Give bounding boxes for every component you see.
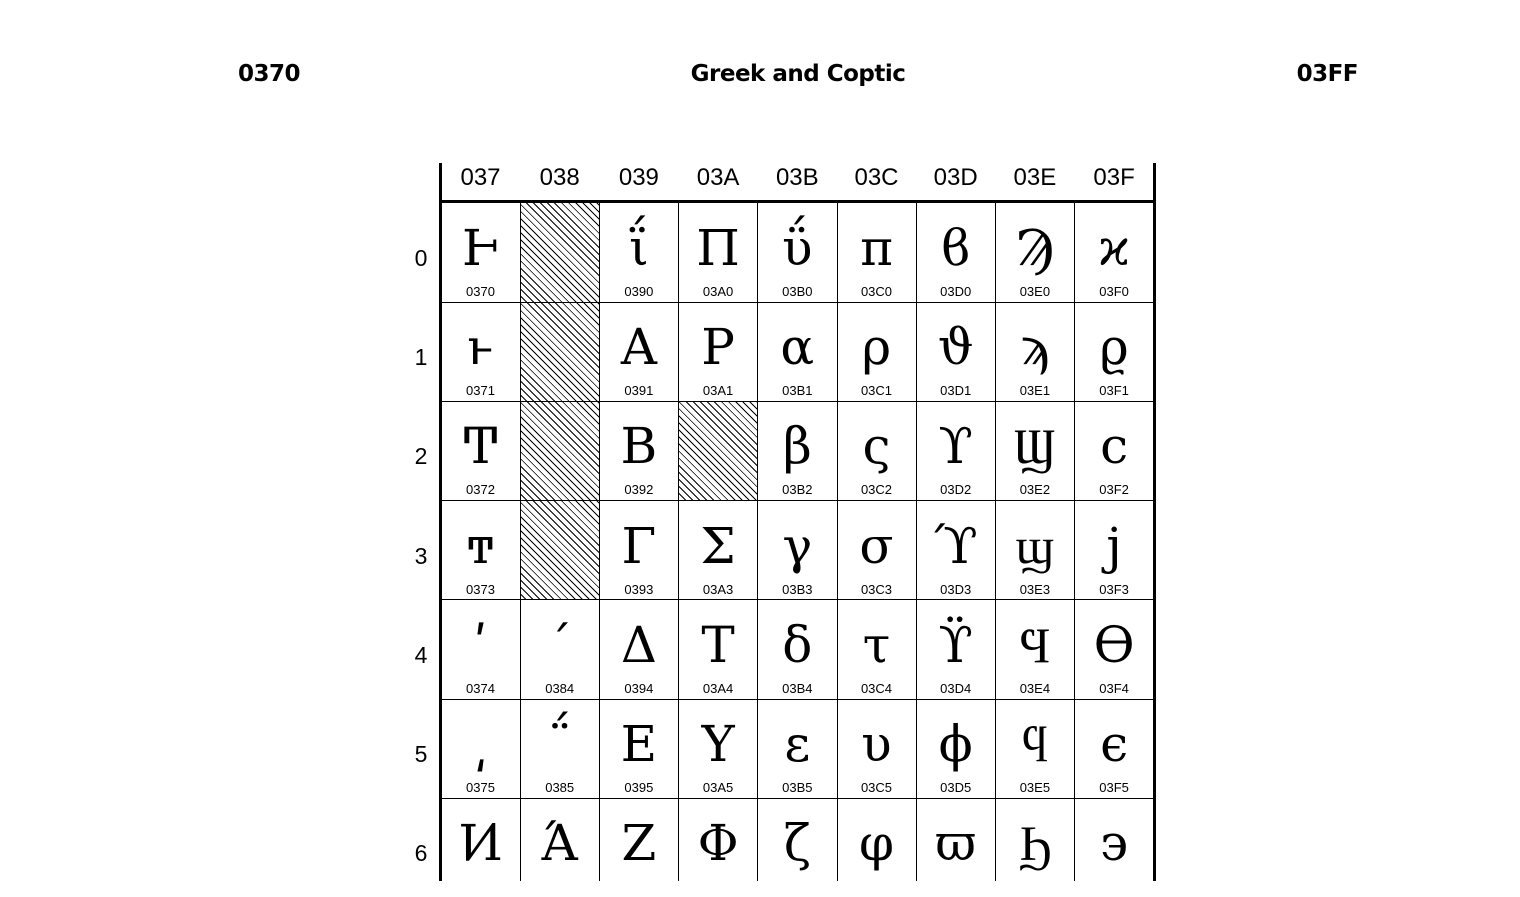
glyph-cell — [679, 302, 758, 401]
character-glyph: Σ — [700, 516, 736, 575]
character-glyph: Ϣ — [1014, 417, 1056, 476]
glyph-cell — [441, 600, 520, 699]
glyph-cell — [599, 600, 678, 699]
code-point-label: 03F3 — [1099, 581, 1129, 597]
code-point-label: 03B0 — [782, 284, 813, 299]
character-glyph: Ϡ — [1015, 219, 1055, 277]
character-glyph: π — [860, 219, 893, 277]
code-point-label: 03A4 — [702, 680, 734, 696]
character-glyph: ϕ — [938, 715, 973, 773]
glyph-cell — [837, 798, 916, 897]
character-glyph: ϵ — [1100, 715, 1129, 773]
code-point-label: 03D4 — [940, 680, 972, 696]
glyph-cell — [916, 600, 995, 699]
glyph-cell — [1075, 501, 1154, 600]
row-label: 6 — [414, 840, 428, 867]
code-point-label: 03D2 — [940, 482, 972, 498]
code-point-label: 0373 — [466, 581, 495, 597]
row-label: 5 — [414, 741, 428, 767]
character-glyph: Ͱ — [461, 219, 499, 277]
glyph-cell — [995, 203, 1074, 302]
column-header: 03B — [775, 164, 819, 191]
code-point-label: 03F1 — [1099, 383, 1129, 399]
glyph-cell — [837, 203, 916, 302]
code-point-label: 03B5 — [782, 780, 813, 795]
grid-line-vertical — [678, 203, 679, 881]
column-header: 038 — [539, 164, 580, 191]
code-point-label: 03D5 — [940, 780, 972, 795]
column-header: 039 — [618, 164, 659, 191]
grid-line-horizontal — [441, 798, 1154, 799]
character-glyph: ϐ — [941, 219, 971, 277]
code-point-label: 03B4 — [782, 680, 813, 696]
glyph-cell — [995, 798, 1074, 897]
character-glyph: ϥ — [1021, 715, 1048, 773]
grid-line-horizontal — [441, 599, 1154, 600]
character-glyph: ρ — [861, 318, 892, 377]
character-glyph: Ͳ — [463, 417, 498, 476]
character-glyph: ͵ — [473, 715, 488, 773]
glyph-cell — [599, 302, 678, 401]
grid-line-horizontal — [441, 699, 1154, 700]
code-point-label: 03C5 — [860, 780, 893, 795]
glyph-cell — [758, 203, 837, 302]
code-point-label: 03B3 — [782, 581, 813, 597]
grid-line-horizontal — [441, 302, 1154, 303]
code-point-label: 03B2 — [782, 482, 813, 498]
code-point-label: 0374 — [466, 680, 495, 696]
grid-line-vertical — [1074, 203, 1075, 881]
glyph-cell — [441, 501, 520, 600]
code-point-label: 03D1 — [940, 383, 972, 399]
column-header: 03F — [1093, 164, 1135, 191]
character-glyph: δ — [782, 615, 813, 674]
character-glyph: γ — [782, 516, 813, 575]
table-left-border — [439, 163, 442, 881]
glyph-cell — [520, 798, 599, 897]
character-glyph: ϰ — [1098, 219, 1130, 277]
code-point-label: 03E2 — [1019, 482, 1051, 498]
grid-line-horizontal — [441, 500, 1154, 501]
character-glyph: ʹ — [473, 615, 488, 674]
character-glyph: Ά — [541, 814, 578, 873]
character-glyph: ΄ — [547, 615, 573, 674]
reserved-cell — [520, 401, 599, 500]
code-point-label: 03A3 — [702, 581, 734, 597]
column-header: 03A — [696, 164, 740, 191]
code-point-label: 0371 — [466, 383, 495, 399]
character-glyph: Υ — [701, 715, 735, 773]
character-glyph: ΰ — [782, 219, 813, 277]
glyph-cell — [599, 501, 678, 600]
character-glyph: Π — [696, 219, 740, 277]
code-point-label: 0394 — [624, 680, 654, 696]
glyph-cell — [758, 600, 837, 699]
character-glyph: υ — [861, 715, 892, 773]
character-glyph: Ϥ — [1019, 615, 1051, 674]
code-point-label: 0372 — [466, 482, 495, 498]
glyph-cell — [599, 699, 678, 798]
character-glyph: ΐ — [629, 219, 649, 277]
glyph-cell — [1075, 302, 1154, 401]
character-glyph: ς — [862, 417, 891, 476]
code-point-label: 0391 — [624, 383, 654, 399]
grid-line-vertical — [837, 203, 838, 881]
glyph-cell — [995, 699, 1074, 798]
glyph-cell — [995, 302, 1074, 401]
character-glyph: Ζ — [621, 814, 657, 873]
glyph-cell — [520, 699, 599, 798]
character-glyph: ϑ — [937, 318, 974, 377]
character-glyph: σ — [859, 516, 894, 575]
character-glyph: φ — [858, 814, 894, 873]
code-point-label: 0395 — [624, 780, 654, 795]
character-glyph: Τ — [701, 615, 735, 674]
glyph-cell — [916, 203, 995, 302]
character-glyph: Ͷ — [458, 814, 503, 873]
row-label: 3 — [414, 542, 428, 569]
character-glyph: Ϧ — [1018, 814, 1052, 873]
glyph-cell — [758, 798, 837, 897]
character-glyph: ϳ — [1106, 516, 1122, 575]
reserved-cell — [520, 501, 599, 600]
glyph-cell — [837, 600, 916, 699]
glyph-cell — [916, 699, 995, 798]
glyph-cell — [995, 501, 1074, 600]
code-point-label: 03C2 — [860, 482, 893, 498]
reserved-cell — [679, 401, 758, 500]
character-glyph: β — [782, 417, 812, 476]
glyph-cell — [837, 699, 916, 798]
column-header: 03C — [854, 164, 899, 191]
glyph-cell — [1075, 600, 1154, 699]
glyph-cell — [679, 501, 758, 600]
glyph-cell — [599, 401, 678, 500]
code-point-label: 03E4 — [1019, 680, 1051, 696]
range-end-label: 03FF — [1296, 61, 1358, 87]
character-glyph: ϶ — [1100, 814, 1129, 873]
character-glyph: ͳ — [466, 516, 495, 575]
glyph-cell — [441, 401, 520, 500]
character-glyph: ΅ — [547, 715, 573, 773]
character-glyph: ͱ — [467, 318, 494, 377]
glyph-cell — [441, 699, 520, 798]
character-glyph: ϱ — [1099, 318, 1129, 377]
character-glyph: Γ — [621, 516, 657, 575]
character-glyph: α — [780, 318, 815, 377]
character-glyph: Φ — [697, 814, 739, 873]
character-glyph: Α — [620, 318, 657, 377]
character-glyph: ϣ — [1015, 516, 1055, 575]
character-glyph: ϖ — [935, 814, 977, 873]
grid-line-vertical — [916, 203, 917, 881]
reserved-cell — [520, 203, 599, 302]
code-point-label: 03D0 — [940, 284, 972, 299]
glyph-cell — [1075, 401, 1154, 500]
glyph-cell — [916, 401, 995, 500]
range-start-label: 0370 — [238, 61, 301, 87]
glyph-cell — [758, 501, 837, 600]
row-label: 1 — [414, 344, 428, 371]
header-divider — [439, 200, 1156, 203]
glyph-cell — [679, 798, 758, 897]
code-point-label: 03E3 — [1019, 581, 1051, 597]
glyph-cell — [758, 699, 837, 798]
column-header: 037 — [460, 164, 501, 191]
glyph-cell — [837, 501, 916, 600]
table-right-border — [1153, 163, 1156, 881]
code-point-label: 0392 — [624, 482, 654, 498]
code-point-label: 03E5 — [1019, 780, 1051, 795]
row-label: 2 — [414, 443, 428, 470]
code-point-label: 0390 — [624, 284, 654, 299]
code-point-label: 03F0 — [1099, 284, 1129, 299]
column-header: 03D — [933, 164, 978, 191]
glyph-cell — [679, 203, 758, 302]
character-glyph: τ — [862, 615, 891, 674]
code-point-label: 03C0 — [860, 284, 893, 299]
character-glyph: ϡ — [1020, 318, 1050, 377]
character-glyph: ϓ — [933, 516, 978, 575]
glyph-cell — [1075, 203, 1154, 302]
code-point-label: 03D3 — [940, 581, 972, 597]
code-point-label: 0375 — [466, 780, 495, 795]
glyph-cell — [995, 401, 1074, 500]
code-point-label: 03E1 — [1019, 383, 1051, 399]
character-glyph: Β — [620, 417, 658, 476]
column-header: 03E — [1013, 164, 1057, 191]
character-glyph: ζ — [783, 814, 811, 873]
glyph-cell — [679, 600, 758, 699]
code-point-label: 03F4 — [1099, 680, 1129, 696]
grid-line-vertical — [757, 203, 758, 881]
code-point-label: 03A5 — [702, 780, 734, 795]
code-point-label: 03B1 — [782, 383, 813, 399]
character-glyph: ϲ — [1100, 417, 1129, 476]
glyph-cell — [441, 302, 520, 401]
row-label: 0 — [414, 245, 428, 271]
character-glyph: ϒ — [938, 417, 973, 476]
code-point-label: 03E0 — [1019, 284, 1051, 299]
character-glyph: Ε — [620, 715, 658, 773]
glyph-cell — [837, 401, 916, 500]
glyph-cell — [679, 699, 758, 798]
code-point-label: 0370 — [466, 284, 495, 299]
glyph-cell — [758, 401, 837, 500]
character-glyph: ϔ — [938, 615, 973, 674]
character-glyph: ϴ — [1093, 615, 1135, 674]
grid-line-vertical — [995, 203, 996, 881]
glyph-cell — [758, 302, 837, 401]
glyph-cell — [916, 302, 995, 401]
glyph-cell — [1075, 699, 1154, 798]
glyph-cell — [441, 203, 520, 302]
character-glyph: Δ — [620, 615, 657, 674]
glyph-cell — [995, 600, 1074, 699]
grid-line-horizontal — [441, 401, 1154, 402]
character-glyph: ε — [784, 715, 811, 773]
code-point-label: 03F5 — [1099, 780, 1129, 795]
code-point-label: 0385 — [545, 780, 575, 795]
code-point-label: 03A1 — [702, 383, 734, 399]
code-point-label: 03C3 — [860, 581, 893, 597]
code-point-label: 03C1 — [860, 383, 893, 399]
grid-line-vertical — [520, 203, 521, 881]
glyph-cell — [837, 302, 916, 401]
code-point-label: 03A0 — [702, 284, 734, 299]
character-glyph: Ρ — [701, 318, 735, 377]
code-point-label: 0393 — [624, 581, 654, 597]
grid-line-vertical — [599, 203, 600, 881]
code-point-label: 03F2 — [1099, 482, 1129, 498]
code-point-label: 0384 — [545, 680, 575, 696]
glyph-cell — [599, 798, 678, 897]
glyph-cell — [520, 600, 599, 699]
glyph-cell — [441, 798, 520, 897]
reserved-cell — [520, 302, 599, 401]
row-label: 4 — [414, 641, 428, 668]
code-point-label: 03C4 — [860, 680, 893, 696]
glyph-cell — [599, 203, 678, 302]
glyph-cell — [916, 798, 995, 897]
glyph-cell — [1075, 798, 1154, 897]
glyph-cell — [916, 501, 995, 600]
block-title: Greek and Coptic — [690, 61, 906, 87]
